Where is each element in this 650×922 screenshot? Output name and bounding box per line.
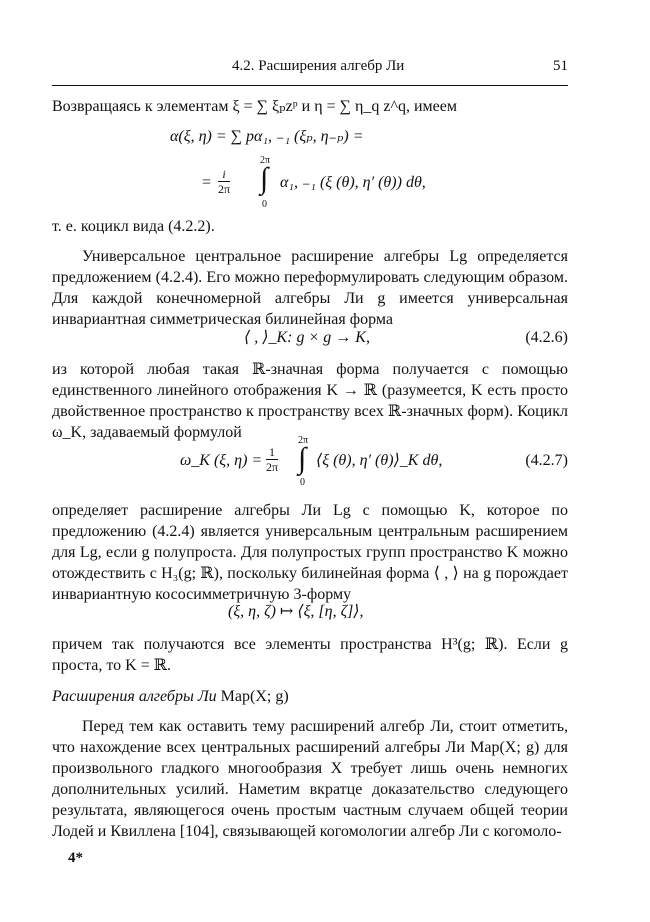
equation-4-2-7 — [52, 436, 568, 492]
page-number: 51 — [553, 58, 568, 74]
signature-mark: 4* — [68, 850, 83, 866]
bilinear-form: ⟨ , ⟩_K: g × g → K, — [244, 329, 370, 346]
running-header — [52, 50, 568, 86]
paragraph-map-extensions: Перед тем как оставить тему расширений алгебр Ли, стоит отметить, что нахождение всех центральных расширений алгебры Ли Map(X; g) для произвольного гладкого многообразия X требует лишь очень немногих дополнительных усилий. Наметим вкратце доказательство следующего результата, являющегося очень простым частным случаем общей теории Лодей и Квиллена [104], связывающей когомологии алгебр Ли с когомоло- — [52, 718, 568, 840]
paragraph-real-forms: из которой любая такая ℝ-значная форма получается с помощью единственного линейного отображения K → ℝ (разумеется, K есть просто двойственное пространство к пространству всех ℝ-значных форм). Коцикл ω_K, задаваемый формулой — [52, 361, 568, 441]
header-rule — [52, 85, 568, 86]
section-heading-title: Расширения алгебры Ли — [52, 688, 217, 705]
paragraph-semisimple: определяет расширение алгебры Ли Lg с помощью K, которое по предложению (4.2.4) является универсальным центральным расширением для Lg, если g полупроста. Для полупростых групп пространство K можно отождествить с H₃(g; ℝ), поскольку билинейная форма ⟨ , ⟩ на g порождает инвариантную кососимметричную 3-форму — [52, 502, 568, 603]
equation-number: (4.2.6) — [525, 329, 568, 346]
three-form-map: (ξ, η, ζ) ↦ ⟨ξ, [η, ζ]⟩, — [228, 603, 364, 620]
omega-k-lhs: ω_K (ξ, η) = — [180, 452, 263, 469]
section-title: 4.2. Расширения алгебр Ли — [232, 58, 405, 74]
omega-k-rhs: ⟨ξ (θ), η′ (θ)⟩_K dθ, — [316, 452, 443, 469]
equation-alpha-line1: α(ξ, η) = ∑ pα₁, ₋₁ (ξₚ, η₋ₚ) = — [170, 128, 364, 145]
section-heading — [52, 686, 568, 707]
integral-lower-limit: 0 — [262, 199, 267, 210]
equation-alpha-line2: α₁, ₋₁ (ξ (θ), η′ (θ)) dθ, — [280, 174, 426, 191]
fraction-1-over-2pi: $\frac{1}{2\pi}$ — [266, 445, 279, 474]
equation-3-form — [52, 601, 568, 623]
equation-number: (4.2.7) — [525, 452, 568, 469]
paragraph-h3: причем так получаются все элементы пространства H³(g; ℝ). Если g проста, то K = ℝ. — [52, 636, 568, 674]
paragraph-universal-extension: Универсальное центральное расширение алгебры Lg определяется предложением (4.2.4). Его можно переформулировать следующим образом. Для каждой конечномерной алгебры Ли g имеется универсальная инвариантная симметрическая билинейная форма — [52, 248, 568, 328]
integral-lower-limit: 0 — [300, 477, 305, 488]
section-heading-map: Map(X; g) — [220, 688, 289, 705]
equation-4-2-6 — [52, 327, 568, 349]
integral-upper-limit: 2π — [260, 155, 271, 166]
equation-alpha: α(ξ, η) = ∑ pα₁, ₋₁ (ξₚ, η₋ₚ) = = $\frac{i}{2\pi}$ 2π ∫ 0 α₁, ₋₁ (ξ (θ), η′ (θ)) dθ, — [170, 128, 426, 210]
fraction-i-over-2pi: $\frac{i}{2\pi}$ — [218, 167, 231, 196]
integral-upper-limit: 2π — [298, 435, 309, 446]
integral-sign: ∫ — [298, 442, 307, 475]
after-equation-text: т. е. коцикл вида (4.2.2). — [52, 218, 215, 235]
integral-sign: ∫ — [260, 162, 269, 195]
intro-line: Возвращаясь к элементам ξ = ∑ ξₚzᵖ и η = ∑ η_q z^q, имеем — [52, 98, 457, 115]
